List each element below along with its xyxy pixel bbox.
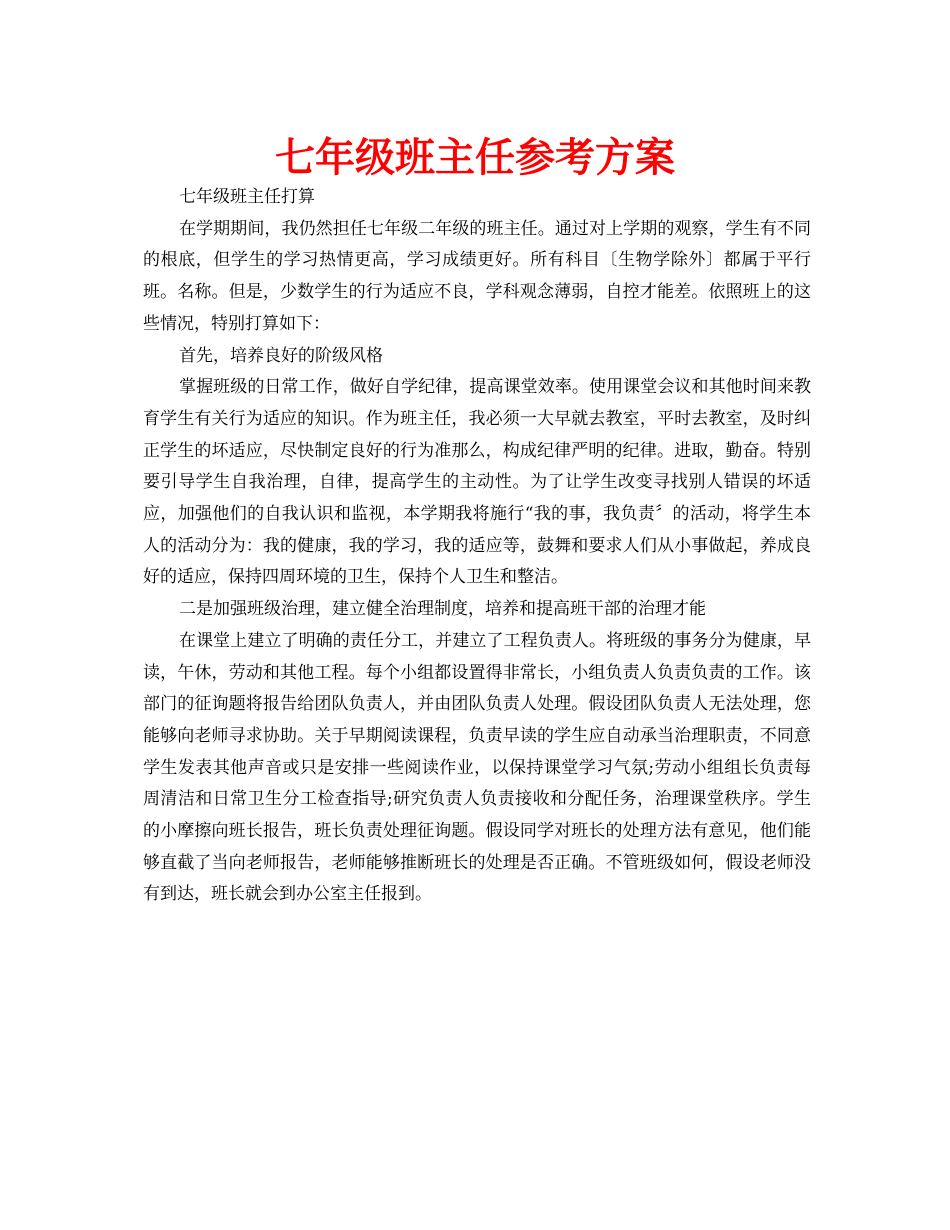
body-paragraph: 七年级班主任打算 — [179, 187, 315, 207]
document-body — [143, 182, 811, 911]
body-paragraph: 二是加强班级治理，建立健全治理制度，培养和提高班干部的治理才能 — [179, 599, 706, 620]
body-paragraph: 掌握班级的日常工作，做好自学纪律，提高课堂效率。使用课堂会议和其他时间来教育学生有关行为适应的知识。作为班主任，我必须一大早就去教室，平时去教室，及时纠正学生的坏适应，尽快制定良好的行为准那么，构成纪律严明的纪律。进取，勤奋。特别要引导学生自我治理，自律，提高学生的主动性。为了让学生改变寻找别人错误的坏适应，加强他们的自我认识和监视，本学期我将施行“我的事，我负责〞的活动，将学生本人的活动分为：我的健康，我的学习，我的适应等，鼓舞和要求人们从小事做起，养成良好的适应，保持四周环境的卫生，保持个人卫生和整洁。 — [143, 377, 811, 588]
body-paragraph: 在课堂上建立了明确的责任分工，并建立了工程负责人。将班级的事务分为健康，早读，午休，劳动和其他工程。每个小组都设置得非常长，小组负责人负责负责的工作。该部门的征询题将报告给团队负责人，并由团队负责人处理。假设团队负责人无法处理，您能够向老师寻求协助。关于早期阅读课程，负责早读的学生应自动承当治理职责，不同意学生发表其他声音或只是安排一些阅读作业，以保持课堂学习气氛;劳动小组组长负责每周清洁和日常卫生分工检查指导;研究负责人负责接收和分配任务，治理课堂秩序。学生的小摩擦向班长报告，班长负责处理征询题。假设同学对班长的处理方法有意见，他们能够直截了当向老师报告，老师能够推断班长的处理是否正确。不管班级如何，假设老师没有到达，班长就会到办公室主任报到。 — [143, 630, 811, 905]
body-paragraph: 首先，培养良好的阶级风格 — [179, 345, 383, 366]
document-title: 七年级班主任参考方案 — [275, 134, 675, 181]
body-paragraph: 在学期期间，我仍然担任七年级二年级的班主任。通过对上学期的观察，学生有不同的根底，但学生的学习热情更高，学习成绩更好。所有科目〔生物学除外〕都属于平行班。名称。但是，少数学生的行为适应不良，学科观念薄弱，自控才能差。依照班上的这些情况，特别打算如下： — [143, 218, 811, 334]
